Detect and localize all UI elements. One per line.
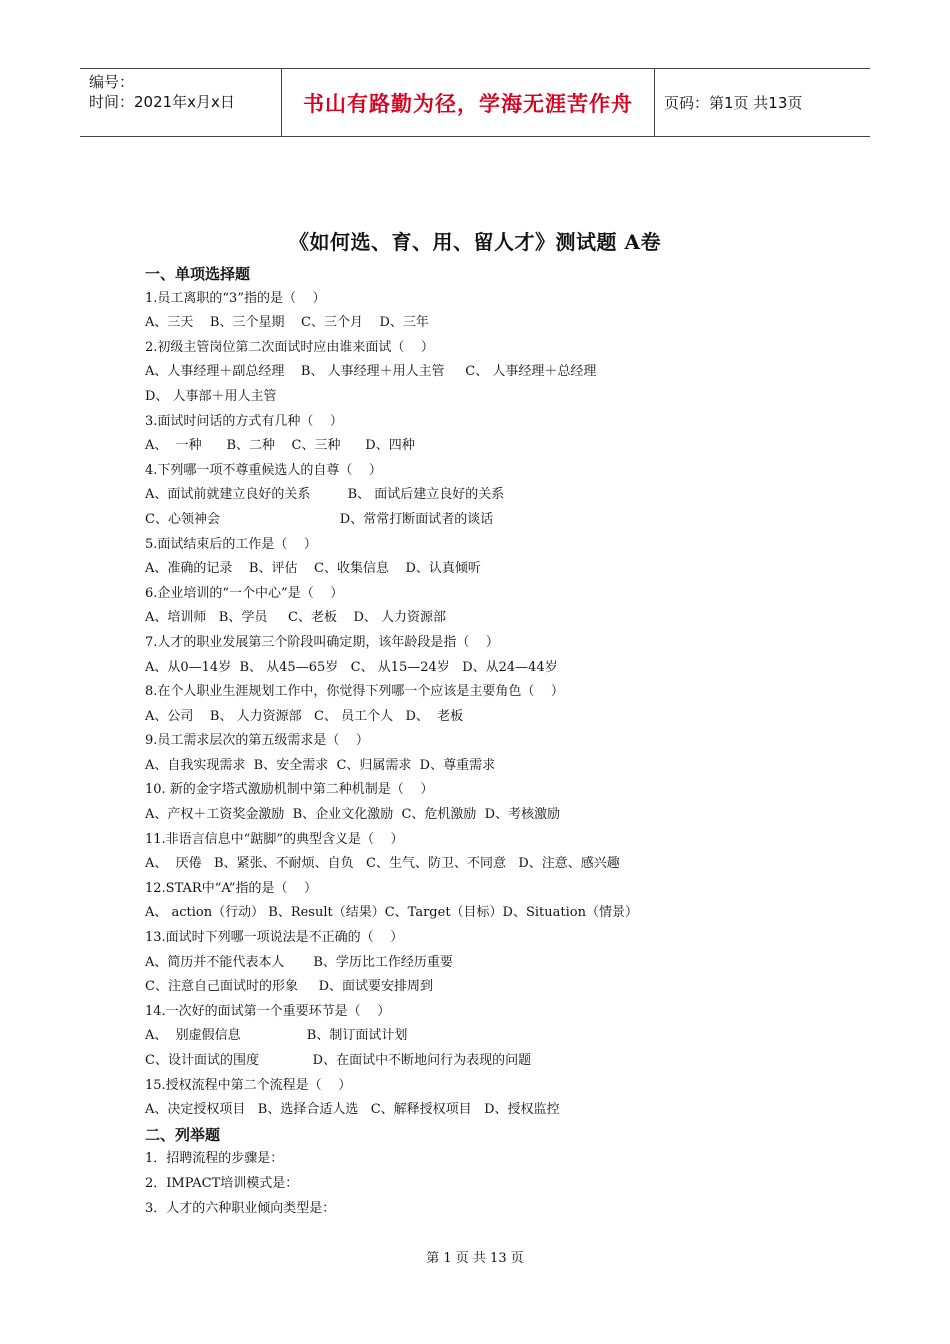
time-label: 时间：2021年x月x日 bbox=[89, 93, 235, 111]
question-line: C、注意自己面试时的形象 D、面试要安排周到 bbox=[145, 979, 434, 995]
section-heading: 二、列举题 bbox=[145, 1125, 221, 1144]
question-line: 15.授权流程中第二个流程是（ ） bbox=[145, 1077, 352, 1093]
question-line: D、 人事部＋用人主管 bbox=[145, 388, 277, 404]
section-heading: 一、单项选择题 bbox=[145, 265, 251, 283]
question-line: A、自我实现需求 B、安全需求 C、归属需求 D、尊重需求 bbox=[145, 757, 496, 773]
question-line: 1.员工离职的“3”指的是（ ） bbox=[145, 290, 326, 306]
question-line: A、 别虚假信息 B、制订面试计划 bbox=[145, 1028, 408, 1044]
header-meta-cell bbox=[80, 69, 282, 136]
question-line: A、简历并不能代表本人 B、学历比工作经历重要 bbox=[145, 954, 453, 970]
question-line: A、从0—14岁 B、 从45—65岁 C、 从15—24岁 D、从24—44岁 bbox=[145, 659, 558, 675]
question-line: 3．人才的六种职业倾向类型是： bbox=[145, 1200, 336, 1216]
question-line: A、 一种 B、二种 C、三种 D、四种 bbox=[145, 438, 415, 454]
question-line: 10. 新的金字塔式激励机制中第二种机制是（ ） bbox=[145, 782, 434, 798]
question-list bbox=[145, 262, 845, 1221]
question-line: 14.一次好的面试第一个重要环节是（ ） bbox=[145, 1003, 391, 1019]
question-line: 12.STAR中“A”指的是（ ） bbox=[145, 880, 318, 896]
question-line: 4.下列哪一项不尊重候选人的自尊（ ） bbox=[145, 462, 382, 478]
question-line: 13.面试时下列哪一项说法是不正确的（ ） bbox=[145, 930, 404, 946]
question-line: 8.在个人职业生涯规划工作中，你觉得下列哪一个应该是主要角色（ ） bbox=[145, 684, 564, 700]
question-line: 9.员工需求层次的第五级需求是（ ） bbox=[145, 733, 369, 749]
question-line: A、决定授权项目 B、选择合适人选 C、解释授权项目 D、授权监控 bbox=[145, 1102, 560, 1118]
question-line: A、人事经理＋副总经理 B、 人事经理＋用人主管 C、 人事经理＋总经理 bbox=[145, 364, 597, 380]
question-line: C、设计面试的围度 D、在面试中不断地问行为表现的问题 bbox=[145, 1053, 532, 1068]
page-footer: 第 1 页 共 13 页 bbox=[426, 1251, 524, 1266]
question-line: 7.人才的职业发展第三个阶段叫确定期，该年龄段是指（ ） bbox=[145, 634, 499, 650]
number-label: 编号： bbox=[89, 73, 135, 91]
question-line: A、面试前就建立良好的关系 B、 面试后建立良好的关系 bbox=[145, 487, 505, 503]
motto: 书山有路勤为径，学海无涯苦作舟 bbox=[282, 69, 655, 136]
question-line: 11.非语言信息中“踮脚”的典型含义是（ ） bbox=[145, 831, 404, 847]
question-line: A、 厌倦 B、紧张、不耐烦、自负 C、生气、防卫、不同意 D、注意、感兴趣 bbox=[145, 856, 620, 872]
question-line: A、准确的记录 B、评估 C、收集信息 D、认真倾听 bbox=[145, 561, 481, 577]
question-line: A、三天 B、三个星期 C、三个月 D、三年 bbox=[145, 315, 429, 331]
question-line: 2．IMPACT培训模式是： bbox=[145, 1175, 299, 1191]
header-table bbox=[80, 68, 870, 137]
document-title: 《如何选、育、用、留人才》测试题 A卷 bbox=[289, 230, 661, 254]
question-line: 6.企业培训的“一个中心”是（ ） bbox=[145, 585, 344, 601]
question-line: C、心领神会 D、常常打断面试者的谈话 bbox=[145, 511, 494, 527]
question-line: 2.初级主管岗位第二次面试时应由谁来面试（ ） bbox=[145, 339, 434, 355]
question-line: A、产权＋工资奖金激励 B、企业文化激励 C、危机激励 D、考核激励 bbox=[145, 807, 561, 823]
question-line: A、公司 B、 人力资源部 C、 员工个人 D、 老板 bbox=[145, 708, 464, 724]
question-line: 1．招聘流程的步骤是： bbox=[145, 1151, 284, 1167]
question-line: 5.面试结束后的工作是（ ） bbox=[145, 536, 317, 552]
question-line: A、 action（行动） B、Result（结果）C、Target（目标）D、Situation（情景） bbox=[145, 905, 638, 921]
question-line: A、培训师 B、学员 C、老板 D、 人力资源部 bbox=[145, 610, 447, 626]
page-info: 页码：第1页 共13页 bbox=[664, 94, 803, 112]
question-line: 3.面试时问话的方式有几种（ ） bbox=[145, 413, 343, 429]
